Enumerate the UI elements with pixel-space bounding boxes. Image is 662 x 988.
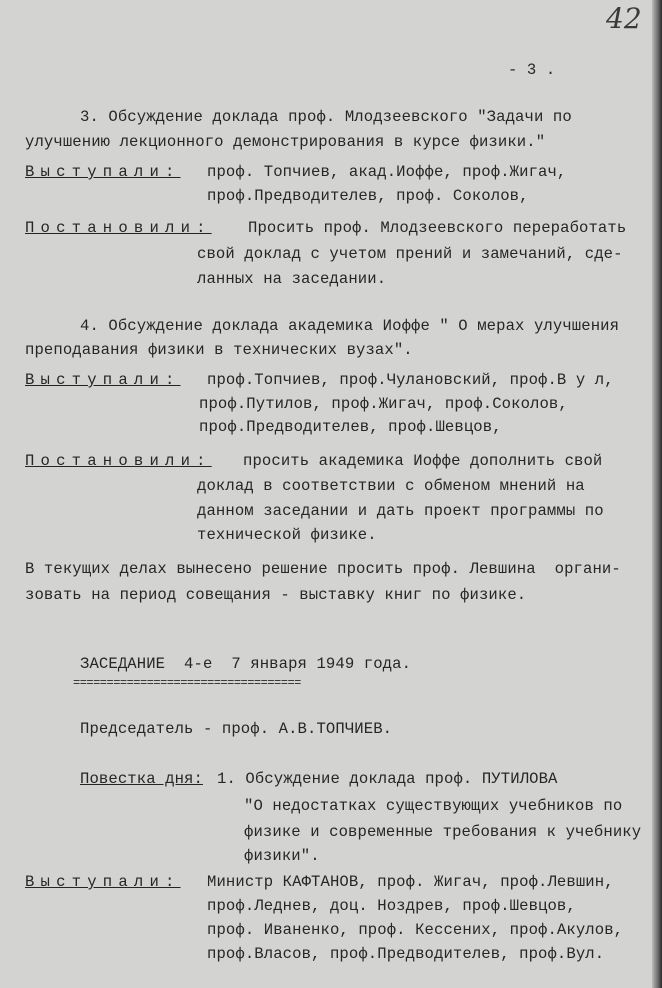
item4-spoke-line: проф.Топчиев, проф.Чулановский, проф.В у л, (207, 371, 614, 389)
item3-resolved-label: Постановили: (25, 219, 212, 237)
item3-resolved-line: свой доклад с учетом прений и замечаний, сде- (197, 245, 623, 263)
session-heading: ЗАСЕДАНИЕ 4-е 7 января 1949 года. (80, 655, 412, 673)
item3-resolved-line: Просить проф. Млодзеевского переработать (248, 219, 627, 237)
current-affairs-line: зовать на период совещания - выставку книг по физике. (25, 586, 527, 604)
item4-resolved-label: Постановили: (25, 452, 212, 470)
session-spoke-line: проф.Леднев, доц. Ноздрев, проф.Шевцов, (207, 897, 576, 915)
session-spoke-label: Выступали: (25, 873, 181, 891)
item4-spoke-label: Выступали: (25, 371, 181, 389)
item3-title-line: улучшению лекционного демонстрирования в курсе физики." (25, 133, 546, 151)
item4-resolved-line: доклад в соответствии с обменом мнений на (197, 477, 585, 495)
item4-title-line: 4. Обсуждение доклада академика Иоффе " О мерах улучшения (80, 317, 620, 335)
scan-edge (652, 0, 662, 988)
item3-title-line: 3. Обсуждение доклада проф. Млодзеевского "Задачи по (80, 108, 572, 126)
agenda-line: физике и современные требования к учебнику (244, 823, 642, 841)
item4-spoke-line: проф.Путилов, проф.Жигач, проф.Соколов, (199, 395, 568, 413)
item4-title-line: преподавания физики в технических вузах". (25, 341, 413, 359)
session-heading-rule: ================================== (73, 676, 301, 690)
item4-resolved-line: технической физике. (197, 526, 377, 544)
agenda-line: "О недостатках существующих учебников по (244, 797, 623, 815)
session-spoke-line: проф. Иваненко, проф. Кессених, проф.Акулов, (207, 921, 624, 939)
agenda-label: Повестка дня: (80, 770, 203, 788)
agenda-line: 1. Обсуждение доклада проф. ПУТИЛОВА (217, 770, 558, 788)
item4-spoke-line: проф.Предводителев, проф.Шевцов, (199, 418, 502, 436)
item3-resolved-line: ланных на заседании. (197, 270, 387, 288)
item3-spoke-label: Выступали: (25, 163, 181, 181)
session-spoke-line: проф.Власов, проф.Предводителев, проф.Вул. (207, 945, 605, 963)
item3-spoke-line: проф.Предводителев, проф. Соколов, (207, 187, 529, 205)
item3-spoke-line: проф. Топчиев, акад.Иоффе, проф.Жигач, (207, 163, 567, 181)
current-affairs-line: В текущих делах вынесено решение просить проф. Левшина органи- (25, 560, 621, 578)
agenda-line: физики". (244, 847, 320, 865)
handwritten-page-annotation: 42 (606, 2, 642, 35)
page-number: - 3 . (508, 61, 556, 79)
item4-resolved-line: просить академика Иоффе дополнить свой (243, 452, 603, 470)
session-chairman: Председатель - проф. А.В.ТОПЧИЕВ. (80, 720, 393, 738)
session-spoke-line: Министр КАФТАНОВ, проф. Жигач, проф.Левшин, (207, 873, 614, 891)
item4-resolved-line: данном заседании и дать проект программы по (197, 502, 604, 520)
